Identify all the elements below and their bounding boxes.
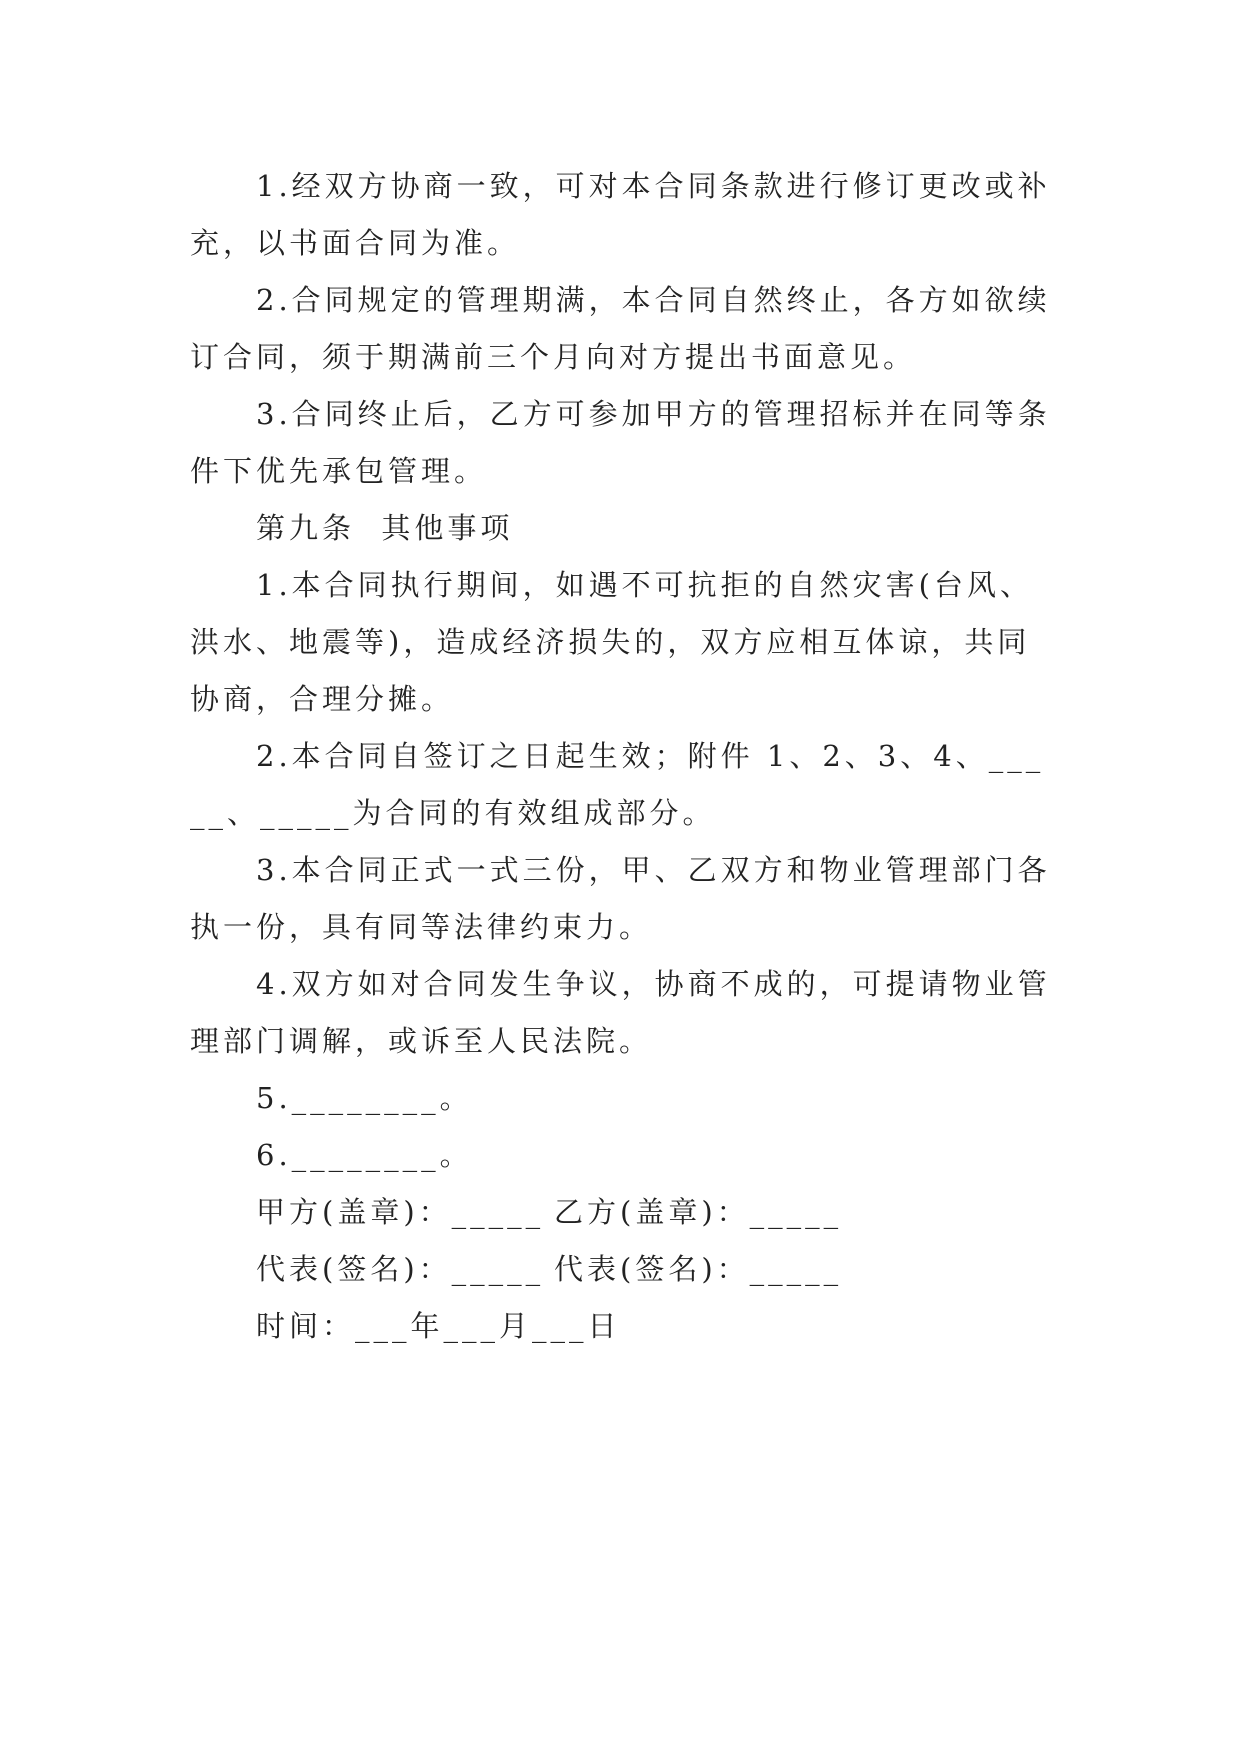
clause-paragraph: 2.合同规定的管理期满，本合同自然终止，各方如欲续订合同，须于期满前三个月向对方提出书面意见。 [190,283,1051,374]
party-a-seal: 甲方(盖章)：_____ [256,1195,545,1229]
other-item-paragraph: 5.________。 [256,1081,473,1115]
signing-date: 时间：___年___月___日 [256,1309,621,1343]
other-item-paragraph: 6.________。 [256,1138,473,1172]
section-title: 第九条 其他事项 [256,511,514,545]
other-item-paragraph: 2.本合同自签订之日起生效；附件 1、2、3、4、_____、_____为合同的有效组成部分。 [190,739,1045,830]
other-item-paragraph: 1.本合同执行期间，如遇不可抗拒的自然灾害(台风、洪水、地震等)，造成经济损失的，双方应相互体谅，共同协商，合理分摊。 [190,568,1033,716]
party-a-representative: 代表(签名)：_____ [256,1252,545,1286]
seal-row [190,1184,1055,1241]
clause-paragraph: 3.合同终止后，乙方可参加甲方的管理招标并在同等条件下优先承包管理。 [190,397,1051,488]
party-b-representative: 代表(签名)：_____ [554,1252,843,1286]
other-item-paragraph: 3.本合同正式一式三份，甲、乙双方和物业管理部门各执一份，具有同等法律约束力。 [190,853,1051,944]
other-item-paragraph: 4.双方如对合同发生争议，协商不成的，可提请物业管理部门调解，或诉至人民法院。 [190,967,1051,1058]
representative-row [190,1241,1055,1298]
document-page [190,158,1055,1355]
date-row [190,1298,1055,1355]
party-b-seal: 乙方(盖章)：_____ [554,1195,843,1229]
clause-paragraph: 1.经双方协商一致，可对本合同条款进行修订更改或补充，以书面合同为准。 [190,169,1051,260]
